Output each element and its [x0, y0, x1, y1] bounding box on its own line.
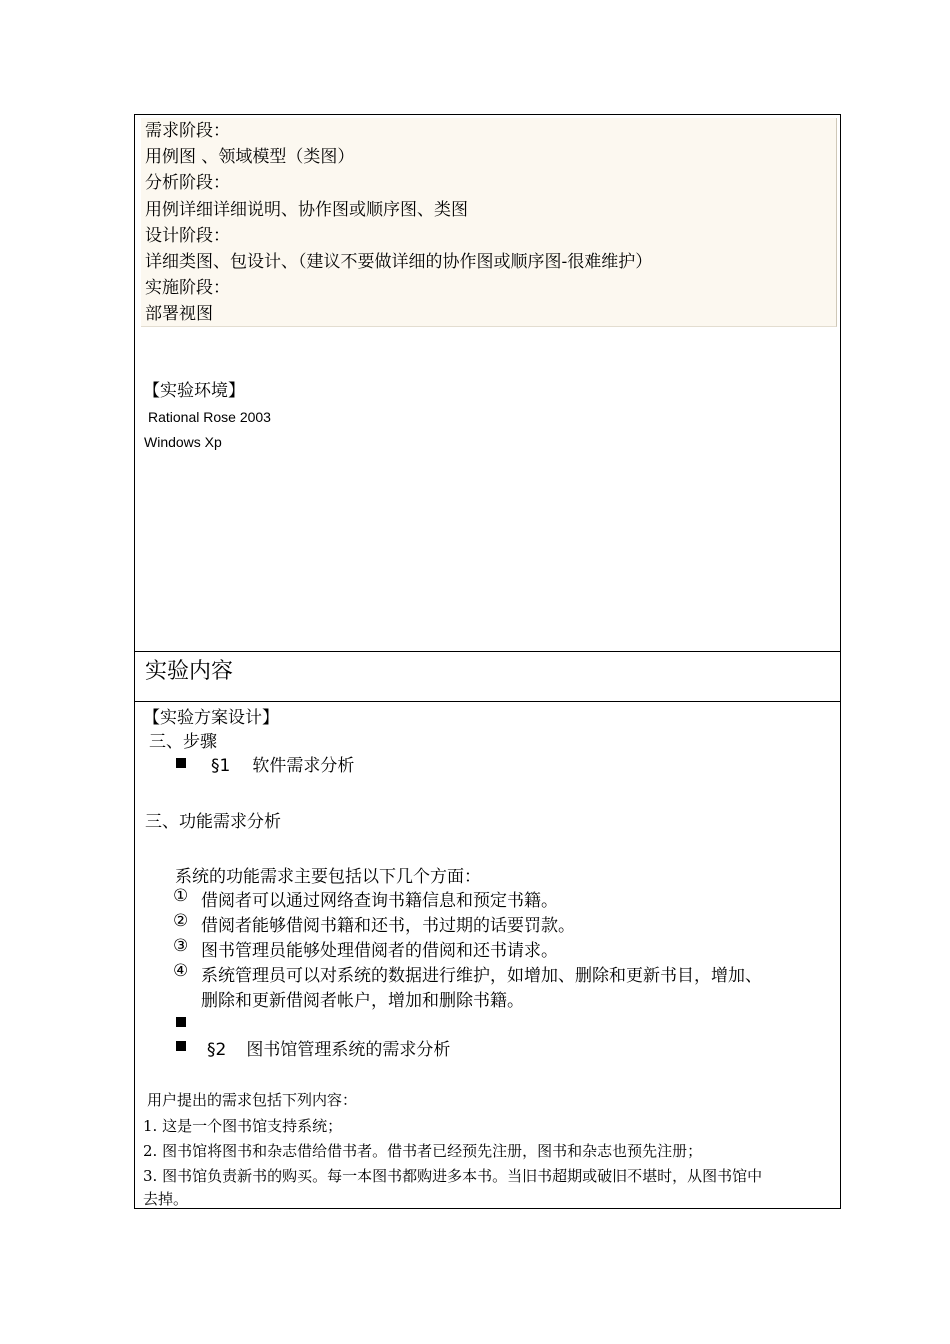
stage-line: 实施阶段： — [145, 278, 230, 298]
stage-line: 用例图 、领域模型（类图） — [145, 147, 355, 167]
function-item-marker: ② — [173, 911, 189, 931]
bullet-square — [176, 1017, 186, 1027]
steps-label: 三、步骤 — [149, 732, 217, 752]
user-requirement-item: 去掉。 — [143, 1190, 189, 1208]
function-item-text: 图书管理员能够处理借阅者的借阅和还书请求。 — [201, 941, 558, 961]
user-requirement-item: 2. 图书馆将图书和杂志借给借书者。借书者已经预先注册，图书和杂志也预先注册； — [143, 1142, 703, 1160]
stage-line: 设计阶段： — [145, 226, 230, 246]
section-divider — [135, 701, 840, 702]
step1-heading — [211, 751, 354, 776]
step1-label: 软件需求分析 — [252, 756, 355, 776]
user-requirement-item: 3. 图书馆负责新书的购买。每一本图书都购进多本书。当旧书超期或破旧不堪时，从图书馆中 — [143, 1167, 763, 1185]
function-item-text: 借阅者能够借阅书籍和还书，书过期的话要罚款。 — [201, 916, 575, 936]
content-title: 实验内容 — [145, 659, 234, 684]
function-item-text: 借阅者可以通过网络查询书籍信息和预定书籍。 — [201, 891, 558, 911]
function-item-marker: ① — [173, 886, 189, 906]
step2-number: §2 — [207, 1040, 227, 1060]
stages-shaded-box — [141, 118, 837, 327]
environment-item: Windows Xp — [144, 434, 222, 450]
stage-line: 分析阶段： — [145, 173, 230, 193]
stage-line: 用例详细详细说明、协作图或顺序图、类图 — [145, 200, 468, 220]
bullet-square — [176, 758, 186, 768]
bullet-square — [176, 1041, 186, 1051]
environment-title: 【实验环境】 — [143, 381, 245, 401]
function-item-text-continued: 删除和更新借阅者帐户，增加和删除书籍。 — [201, 991, 524, 1011]
user-requirements-intro: 用户提出的需求包括下列内容： — [147, 1091, 358, 1109]
document-frame — [134, 114, 841, 1209]
step2-heading — [207, 1035, 450, 1060]
stage-line: 详细类图、包设计、（建议不要做详细的协作图或顺序图-很难维护） — [145, 252, 653, 272]
step1-number: §1 — [211, 756, 231, 776]
function-title: 三、功能需求分析 — [145, 812, 281, 832]
function-intro: 系统的功能需求主要包括以下几个方面： — [175, 867, 481, 887]
step2-label: 图书馆管理系统的需求分析 — [246, 1040, 451, 1060]
function-item-text: 系统管理员可以对系统的数据进行维护，如增加、删除和更新书目，增加、 — [201, 966, 762, 986]
function-item-marker: ④ — [173, 961, 189, 981]
function-item-marker: ③ — [173, 936, 189, 956]
stage-line: 需求阶段： — [145, 121, 230, 141]
section-divider — [135, 651, 840, 652]
environment-item: Rational Rose 2003 — [148, 409, 271, 425]
stage-line: 部署视图 — [145, 304, 213, 324]
user-requirement-item: 1. 这是一个图书馆支持系统； — [143, 1117, 343, 1135]
stages-section — [135, 115, 840, 651]
design-title: 【实验方案设计】 — [143, 708, 279, 728]
